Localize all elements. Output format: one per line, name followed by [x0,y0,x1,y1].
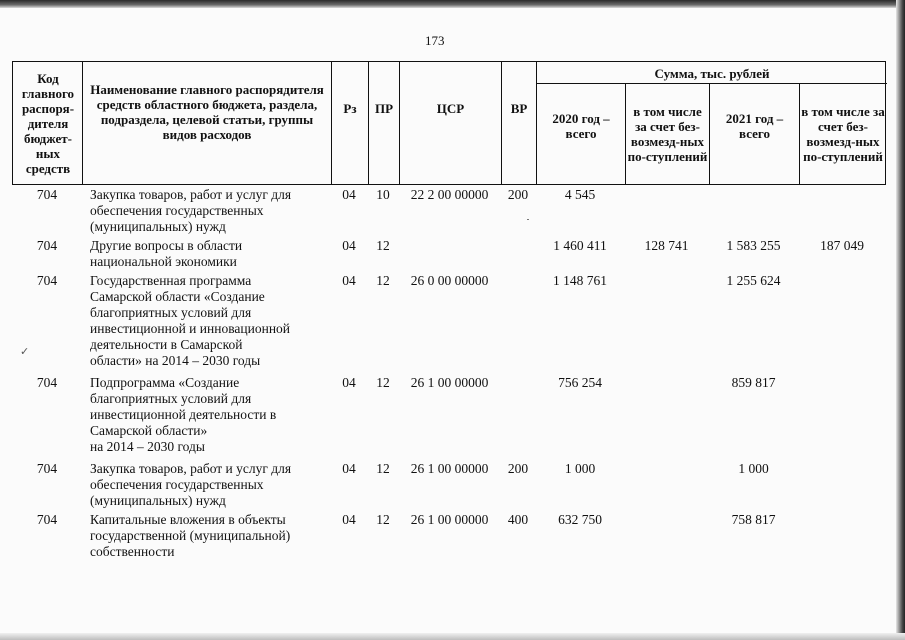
scan-edge-bottom [0,633,905,640]
header-name: Наименование главного распорядителя средств областного бюджета, раздела, подраздела, целевой статьи, группы видов расходов [90,82,324,142]
header-2020-total: 2020 год – всего [552,111,610,141]
scan-edge-top [0,0,905,8]
page-number: 173 [425,33,445,48]
cell-name: Закупка товаров, работ и услуг для обеспечения государственных (муниципальных) нужд [90,187,292,234]
cell-csr: 22 2 00 00000 [410,187,489,202]
cell-csr: 26 1 00 00000 [410,512,489,527]
col-divider [399,62,400,184]
cell-y2020-total: 1 000 [564,461,596,476]
cell-code: 704 [36,238,58,253]
cell-name: Подпрограмма «Создание благоприятных условий для инвестиционной деятельности в Самарской области» на 2014 – 2030 годы [90,375,277,454]
header-vr: ВР [510,100,528,116]
cell-code: 704 [36,512,58,527]
header-csr: ЦСР [436,100,465,116]
cell-y2020-total: 4 545 [564,187,596,202]
cell-y2021-total: 859 817 [731,375,776,390]
header-code: Код главного распоря-дителя бюджет-ных средств [21,70,75,176]
stray-mark: ✓ [20,346,30,358]
cell-y2020-total: 1 460 411 [553,238,607,253]
cell-csr: 26 1 00 00000 [410,375,489,390]
col-divider [82,62,83,184]
header-2021-free: в том числе за счет без-возмезд-ных по-ступлений [801,104,885,164]
header-rz: Рз [343,100,357,116]
cell-y2021-total: 1 583 255 [726,238,781,253]
header-2021-total: 2021 год – всего [725,111,784,141]
cell-rz: 04 [342,461,356,476]
scan-edge-right [896,0,905,640]
col-divider [331,62,332,184]
cell-name: Государственная программа Самарской области «Создание благоприятных условий для инвестиционной и инновационной деятельности в Самарской области» на 2014 – 2030 годы [90,273,291,368]
col-divider [368,62,369,184]
cell-rz: 04 [342,238,356,253]
cell-pr: 10 [376,187,390,202]
cell-vr: 400 [507,512,529,527]
cell-vr: 200 [507,461,529,476]
cell-y2021-total: 1 000 [738,461,769,476]
cell-code: 704 [36,273,58,288]
cell-y2021-total: 758 817 [731,512,776,527]
header-sum-group: Сумма, тыс. рублей [654,65,770,81]
cell-pr: 12 [376,273,390,288]
cell-y2020-total: 1 148 761 [553,273,607,288]
cell-vr: 200 [507,187,529,202]
col-divider [501,62,502,184]
cell-code: 704 [36,375,58,390]
header-2020-free: в том числе за счет без-возмезд-ных по-ступлений [627,104,708,164]
cell-y2020-total: 632 750 [558,512,602,527]
cell-y2020-free: 128 741 [644,238,689,253]
row-divider [536,83,887,84]
header-pr: ПР [374,100,394,116]
cell-name: Другие вопросы в области национальной экономики [90,238,243,269]
cell-pr: 12 [376,512,390,527]
cell-y2021-free: 187 049 [820,238,864,253]
cell-rz: 04 [342,375,356,390]
cell-rz: 04 [342,187,356,202]
cell-name: Капитальные вложения в объекты государственной (муниципальной) собственности [90,512,291,559]
cell-y2020-total: 756 254 [558,375,602,390]
cell-csr: 26 1 00 00000 [410,461,489,476]
cell-rz: 04 [342,512,356,527]
cell-name: Закупка товаров, работ и услуг для обеспечения государственных (муниципальных) нужд [90,461,292,508]
cell-rz: 04 [342,273,356,288]
cell-pr: 12 [376,375,390,390]
cell-code: 704 [36,461,58,476]
cell-code: 704 [36,187,58,202]
cell-pr: 12 [376,238,390,253]
cell-pr: 12 [376,461,390,476]
cell-y2021-total: 1 255 624 [726,273,781,288]
scan-speck [527,219,529,220]
table-header [12,61,886,185]
cell-csr: 26 0 00 00000 [410,273,489,288]
